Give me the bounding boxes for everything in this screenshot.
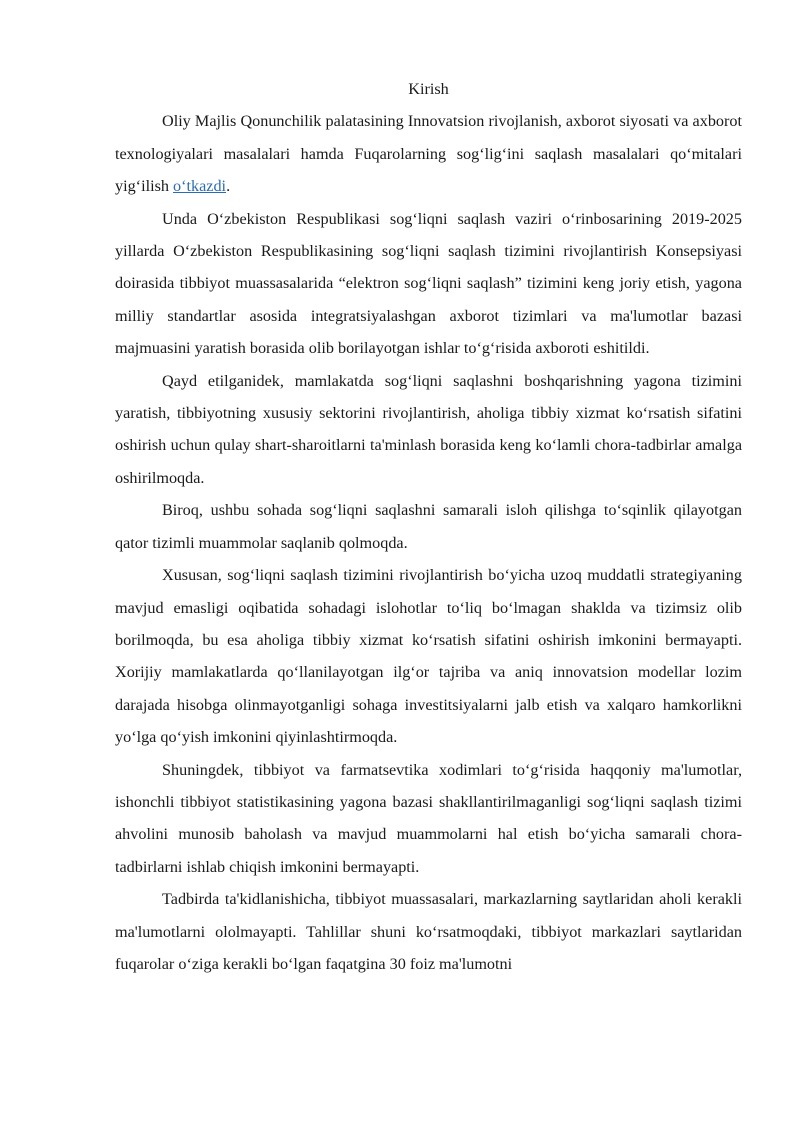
paragraph-5: Xususan, sog‘liqni saqlash tizimini rivojlantirish bo‘yicha uzoq muddatli strategiyaning mavjud emasligi oqibatida sohadagi islohotlar to‘liq bo‘lmagan shaklda va tizimsiz olib borilmoqda, bu esa aholiga tibbiy xizmat ko‘rsatish sifatini oshirish imkonini bermayapti. Xorijiy mamlakatlarda qo‘llanilayotgan ilg‘or tajriba va aniq innovatsion modellar lozim darajada hisobga olinmayotganligi sohaga investitsiyalarni jalb etish va xalqaro hamkorlikni yo‘lga qo‘yish imkonini qiyinlashtirmoqda.	[115, 566, 742, 747]
document-page	[115, 73, 742, 980]
paragraph-6: Shuningdek, tibbiyot va farmatsevtika xodimlari to‘g‘risida haqqoniy ma'lumotlar, ishonchli tibbiyot statistikasining yagona bazasi shakllantirilmaganligi sog‘liqni saqlash tizimi ahvolini munosib baholash va mavjud muammolarni hal etish bo‘yicha samarali chora-tadbirlarni ishlab chiqish imkonini bermayapti.	[115, 760, 742, 876]
paragraph-7: Tadbirda ta'kidlanishicha, tibbiyot muassasalari, markazlarning saytlaridan aholi kerakli ma'lumotlarni ololmayapti. Tahlillar shuni ko‘rsatmoqdaki, tibbiyot markazlari saytlaridan fuqarolar o‘ziga kerakli bo‘lgan faqatgina 30 foiz ma'lumotni	[115, 890, 742, 973]
paragraph-1-end: .	[226, 177, 231, 196]
otkazdi-link[interactable]: o‘tkazdi	[173, 177, 227, 196]
paragraph-2: Unda O‘zbekiston Respublikasi sog‘liqni saqlash vaziri o‘rinbosarining 2019-2025 yillarda O‘zbekiston Respublikasining sog‘liqni saqlash tizimini rivojlantirish Konsepsiyasi doirasida tibbiyot muassasalarida “elektron sog‘liqni saqlash” tizimini keng joriy etish, yagona milliy standartlar asosida integratsiyalashgan axborot tizimlari va ma'lumotlar bazasi majmuasini yaratish borasida olib borilayotgan ishlar to‘g‘risida axboroti eshitildi.	[115, 209, 742, 358]
paragraph-1-text: Oliy Majlis Qonunchilik palatasining Innovatsion rivojlanish, axborot siyosati va axborot texnologiyalari masalalari hamda Fuqarolarning sog‘lig‘ini saqlash masalalari qo‘mitalari yig‘ilish	[115, 112, 742, 196]
paragraph-3: Qayd etilganidek, mamlakatda sog‘liqni saqlashni boshqarishning yagona tizimini yaratish, tibbiyotning xususiy sektorini rivojlantirish, aholiga tibbiy xizmat ko‘rsatish sifatini oshirish uchun qulay shart-sharoitlarni ta'minlash borasida keng ko‘lamli chora-tadbirlar amalga oshirilmoqda.	[115, 371, 742, 487]
paragraph-4: Biroq, ushbu sohada sog‘liqni saqlashni samarali isloh qilishga to‘sqinlik qilayotgan qator tizimli muammolar saqlanib qolmoqda.	[115, 501, 742, 552]
paragraph-1	[115, 105, 742, 202]
document-title: Kirish	[408, 80, 449, 98]
